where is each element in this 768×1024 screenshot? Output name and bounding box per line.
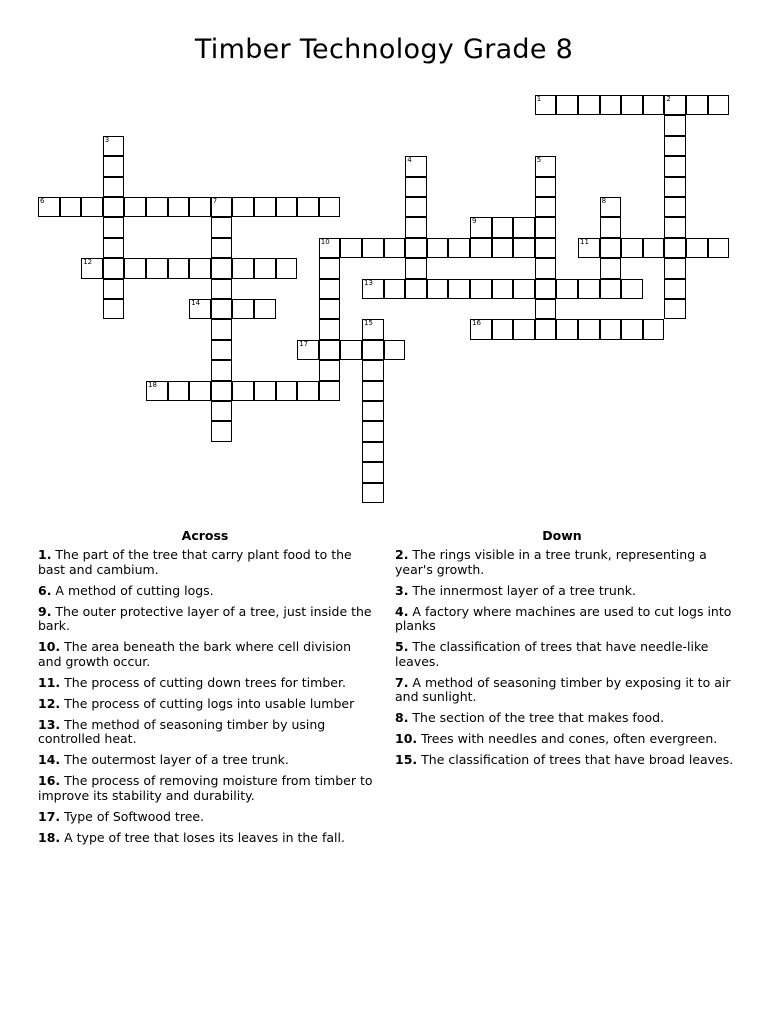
grid-cell[interactable]: [470, 319, 492, 339]
grid-cell[interactable]: [535, 279, 557, 299]
across-clue: [38, 548, 378, 577]
grid-cell[interactable]: [319, 319, 341, 339]
grid-cell[interactable]: [254, 381, 276, 401]
across-clue: [38, 753, 378, 768]
across-clue: [38, 810, 378, 825]
grid-cell[interactable]: [362, 238, 384, 258]
clue-number: 1: [536, 95, 542, 103]
grid-cell[interactable]: [124, 197, 146, 217]
clue-number: 14: [191, 299, 201, 307]
grid-cell[interactable]: [211, 319, 233, 339]
grid-cell[interactable]: [232, 299, 254, 319]
grid-cell[interactable]: [535, 177, 557, 197]
grid-cell[interactable]: [405, 156, 427, 176]
clue-number: 6: [40, 197, 45, 205]
across-clue: [38, 774, 378, 803]
grid-cell[interactable]: [470, 238, 492, 258]
grid-cell[interactable]: [384, 340, 406, 360]
grid-cell[interactable]: [600, 319, 622, 339]
grid-cell[interactable]: [81, 197, 103, 217]
grid-cell[interactable]: [535, 217, 557, 237]
grid-cell[interactable]: [535, 197, 557, 217]
grid-cell[interactable]: [664, 115, 686, 135]
grid-cell[interactable]: [319, 258, 341, 278]
grid-cell[interactable]: [146, 197, 168, 217]
page-title: Timber Technology Grade 8: [194, 34, 574, 65]
clue-text: A method of cutting logs.: [51, 582, 214, 598]
across-clue: [38, 718, 378, 747]
down-clue: [395, 605, 735, 634]
clue-number: 2: [666, 95, 671, 103]
grid-cell[interactable]: [384, 279, 406, 299]
grid-cell[interactable]: [664, 299, 686, 319]
clue-number: 17.: [38, 808, 61, 824]
grid-cell[interactable]: [405, 258, 427, 278]
clue-number: 7: [212, 197, 218, 205]
clue-text: The process of cutting logs into usable lumber: [60, 695, 355, 711]
grid-cell[interactable]: [254, 258, 276, 278]
grid-cell[interactable]: [319, 299, 341, 319]
grid-cell[interactable]: [319, 360, 341, 380]
grid-cell[interactable]: [686, 95, 708, 115]
clue-number: 17: [299, 339, 309, 348]
grid-cell[interactable]: [492, 217, 514, 237]
grid-cell[interactable]: [664, 197, 686, 217]
grid-cell[interactable]: [470, 217, 492, 237]
clue-number: 13: [364, 278, 373, 287]
grid-cell[interactable]: [103, 177, 125, 197]
clue-number: 7.: [395, 674, 409, 690]
grid-cell[interactable]: [535, 95, 557, 115]
clue-number: 3: [104, 135, 110, 144]
grid-cell[interactable]: [319, 279, 341, 299]
grid-cell[interactable]: [362, 319, 384, 339]
grid-cell[interactable]: [189, 381, 211, 401]
grid-cell[interactable]: [362, 462, 384, 482]
grid-cell[interactable]: [211, 238, 233, 258]
clue-text: The area beneath the bark where cell division and growth occur.: [38, 639, 352, 669]
clue-text: The process of removing moisture from timber to improve its stability and durability.: [38, 773, 373, 803]
grid-cell[interactable]: [664, 156, 686, 176]
grid-cell[interactable]: [81, 258, 103, 278]
grid-cell[interactable]: [405, 217, 427, 237]
clue-number: 15: [364, 319, 373, 328]
grid-cell[interactable]: [211, 258, 233, 278]
grid-cell[interactable]: [664, 279, 686, 299]
grid-cell[interactable]: [168, 258, 190, 278]
clue-number: 4: [407, 156, 412, 165]
grid-cell[interactable]: [600, 238, 622, 258]
grid-cell[interactable]: [513, 279, 535, 299]
grid-cell[interactable]: [600, 217, 622, 237]
grid-cell[interactable]: [448, 238, 470, 258]
clue-number: 14.: [38, 752, 61, 767]
grid-cell[interactable]: [513, 217, 535, 237]
down-clue: [395, 548, 735, 577]
grid-cell[interactable]: [664, 177, 686, 197]
grid-cell[interactable]: [103, 197, 125, 217]
grid-cell[interactable]: [103, 258, 125, 278]
grid-cell[interactable]: [600, 258, 622, 278]
grid-cell[interactable]: [492, 319, 514, 339]
grid-cell[interactable]: [103, 156, 125, 176]
clue-number: 10: [320, 237, 330, 246]
grid-cell[interactable]: [276, 197, 298, 217]
across-clue: [38, 831, 378, 846]
clue-number: 4.: [395, 603, 409, 619]
grid-cell[interactable]: [168, 197, 190, 217]
across-clue: [38, 605, 378, 634]
grid-cell[interactable]: [211, 401, 233, 421]
clue-number: 2.: [395, 547, 409, 562]
grid-cell[interactable]: [211, 197, 233, 217]
down-clue-list: [395, 548, 735, 774]
clue-text: The method of seasoning timber by using controlled heat.: [38, 716, 326, 746]
down-clue: [395, 732, 735, 747]
grid-cell[interactable]: [319, 340, 341, 360]
grid-cell[interactable]: [38, 197, 60, 217]
grid-cell[interactable]: [708, 238, 730, 258]
down-clue: [395, 640, 735, 669]
grid-cell[interactable]: [448, 279, 470, 299]
grid-cell[interactable]: [643, 238, 665, 258]
grid-cell[interactable]: [297, 340, 319, 360]
grid-cell[interactable]: [621, 279, 643, 299]
grid-cell[interactable]: [600, 95, 622, 115]
grid-cell[interactable]: [708, 95, 730, 115]
clue-number: 13.: [38, 716, 61, 732]
grid-cell[interactable]: [492, 238, 514, 258]
across-clue: [38, 640, 378, 669]
grid-cell[interactable]: [103, 217, 125, 237]
grid-cell[interactable]: [211, 217, 233, 237]
clue-number: 5.: [395, 639, 409, 654]
grid-cell[interactable]: [535, 156, 557, 176]
grid-cell[interactable]: [405, 238, 427, 258]
down-clue: [395, 676, 735, 705]
grid-cell[interactable]: [686, 238, 708, 258]
grid-cell[interactable]: [211, 421, 233, 441]
clue-number: 16: [472, 319, 481, 328]
grid-cell[interactable]: [319, 238, 341, 258]
grid-cell[interactable]: [643, 319, 665, 339]
grid-cell[interactable]: [232, 258, 254, 278]
clue-text: The rings visible in a tree trunk, representing a year's growth.: [395, 547, 707, 577]
clue-text: A method of seasoning timber by exposing it to air and sunlight.: [395, 674, 731, 704]
clue-text: The outer protective layer of a tree, just inside the bark.: [38, 603, 372, 633]
down-clue: [395, 584, 735, 599]
grid-cell[interactable]: [384, 238, 406, 258]
clue-text: The section of the tree that makes food.: [408, 710, 665, 725]
grid-cell[interactable]: [319, 381, 341, 401]
grid-cell[interactable]: [362, 381, 384, 401]
grid-cell[interactable]: [578, 95, 600, 115]
across-clue-list: [38, 548, 378, 852]
grid-cell[interactable]: [578, 319, 600, 339]
clue-number: 16.: [38, 773, 61, 788]
grid-cell[interactable]: [146, 381, 168, 401]
clue-number: 18.: [38, 829, 61, 845]
clue-number: 15.: [395, 752, 418, 767]
grid-cell[interactable]: [621, 95, 643, 115]
grid-cell[interactable]: [211, 279, 233, 299]
grid-cell[interactable]: [643, 95, 665, 115]
clue-number: 9.: [38, 603, 52, 619]
grid-cell[interactable]: [513, 319, 535, 339]
grid-cell[interactable]: [556, 95, 578, 115]
grid-cell[interactable]: [254, 299, 276, 319]
grid-cell[interactable]: [405, 197, 427, 217]
grid-cell[interactable]: [600, 197, 622, 217]
grid-cell[interactable]: [211, 381, 233, 401]
clue-text: Trees with needles and cones, often evergreen.: [417, 731, 718, 746]
grid-cell[interactable]: [189, 197, 211, 217]
down-heading: Down: [542, 528, 582, 543]
clue-number: 9: [472, 217, 477, 226]
grid-cell[interactable]: [405, 279, 427, 299]
grid-cell[interactable]: [146, 258, 168, 278]
grid-cell[interactable]: [103, 299, 125, 319]
grid-cell[interactable]: [362, 442, 384, 462]
grid-cell[interactable]: [621, 319, 643, 339]
grid-cell[interactable]: [319, 197, 341, 217]
grid-cell[interactable]: [211, 299, 233, 319]
grid-cell[interactable]: [232, 381, 254, 401]
across-clue: [38, 676, 378, 691]
grid-cell[interactable]: [513, 238, 535, 258]
grid-cell[interactable]: [470, 279, 492, 299]
grid-cell[interactable]: [600, 279, 622, 299]
grid-cell[interactable]: [535, 258, 557, 278]
grid-cell[interactable]: [297, 381, 319, 401]
grid-cell[interactable]: [189, 258, 211, 278]
clue-text: The innermost layer of a tree trunk.: [408, 582, 636, 598]
clue-text: A factory where machines are used to cut logs into planks: [395, 603, 732, 633]
across-heading: Across: [181, 528, 229, 543]
clue-number: 11: [580, 237, 589, 246]
clue-number: 18: [148, 380, 157, 389]
clue-text: The part of the tree that carry plant food to the bast and cambium.: [38, 547, 352, 577]
grid-cell[interactable]: [664, 136, 686, 156]
across-clue: [38, 584, 378, 599]
grid-cell[interactable]: [211, 340, 233, 360]
grid-cell[interactable]: [535, 319, 557, 339]
grid-cell[interactable]: [664, 95, 686, 115]
clue-number: 5: [536, 156, 542, 165]
clue-number: 8: [601, 197, 607, 205]
clue-number: 1.: [38, 547, 52, 562]
grid-cell[interactable]: [362, 360, 384, 380]
grid-cell[interactable]: [340, 238, 362, 258]
grid-cell[interactable]: [556, 319, 578, 339]
grid-cell[interactable]: [492, 279, 514, 299]
grid-cell[interactable]: [254, 197, 276, 217]
grid-cell[interactable]: [232, 197, 254, 217]
clue-number: 8.: [395, 710, 409, 725]
clue-text: The classification of trees that have broad leaves.: [417, 752, 734, 767]
grid-cell[interactable]: [578, 238, 600, 258]
grid-cell[interactable]: [535, 299, 557, 319]
grid-cell[interactable]: [60, 197, 82, 217]
clue-number: 10.: [38, 639, 61, 654]
grid-cell[interactable]: [405, 177, 427, 197]
clue-number: 6.: [38, 582, 52, 598]
down-clue: [395, 753, 735, 768]
grid-cell[interactable]: [427, 238, 449, 258]
grid-cell[interactable]: [103, 238, 125, 258]
grid-cell[interactable]: [362, 421, 384, 441]
clue-number: 10.: [395, 731, 418, 746]
clue-number: 12.: [38, 695, 61, 711]
grid-cell[interactable]: [362, 401, 384, 421]
grid-cell[interactable]: [297, 197, 319, 217]
clue-number: 11.: [38, 674, 61, 690]
clue-text: Type of Softwood tree.: [60, 808, 205, 824]
grid-cell[interactable]: [211, 360, 233, 380]
grid-cell[interactable]: [124, 258, 146, 278]
grid-cell[interactable]: [621, 238, 643, 258]
clue-text: A type of tree that loses its leaves in the fall.: [60, 829, 345, 845]
down-clue: [395, 711, 735, 726]
grid-cell[interactable]: [340, 340, 362, 360]
grid-cell[interactable]: [276, 381, 298, 401]
grid-cell[interactable]: [427, 279, 449, 299]
clue-number: 3.: [395, 582, 409, 598]
clue-text: The process of cutting down trees for timber.: [60, 674, 346, 690]
grid-cell[interactable]: [664, 217, 686, 237]
clue-text: The classification of trees that have needle-like leaves.: [395, 639, 709, 669]
grid-cell[interactable]: [189, 299, 211, 319]
clue-number: 12: [83, 258, 93, 267]
grid-cell[interactable]: [362, 279, 384, 299]
grid-cell[interactable]: [578, 279, 600, 299]
clue-text: The outermost layer of a tree trunk.: [60, 752, 289, 767]
grid-cell[interactable]: [103, 279, 125, 299]
grid-cell[interactable]: [556, 279, 578, 299]
grid-cell[interactable]: [276, 258, 298, 278]
grid-cell[interactable]: [362, 340, 384, 360]
grid-cell[interactable]: [103, 136, 125, 156]
grid-cell[interactable]: [664, 258, 686, 278]
grid-cell[interactable]: [664, 238, 686, 258]
grid-cell[interactable]: [362, 483, 384, 503]
grid-cell[interactable]: [535, 238, 557, 258]
across-clue: [38, 697, 378, 712]
grid-cell[interactable]: [168, 381, 190, 401]
